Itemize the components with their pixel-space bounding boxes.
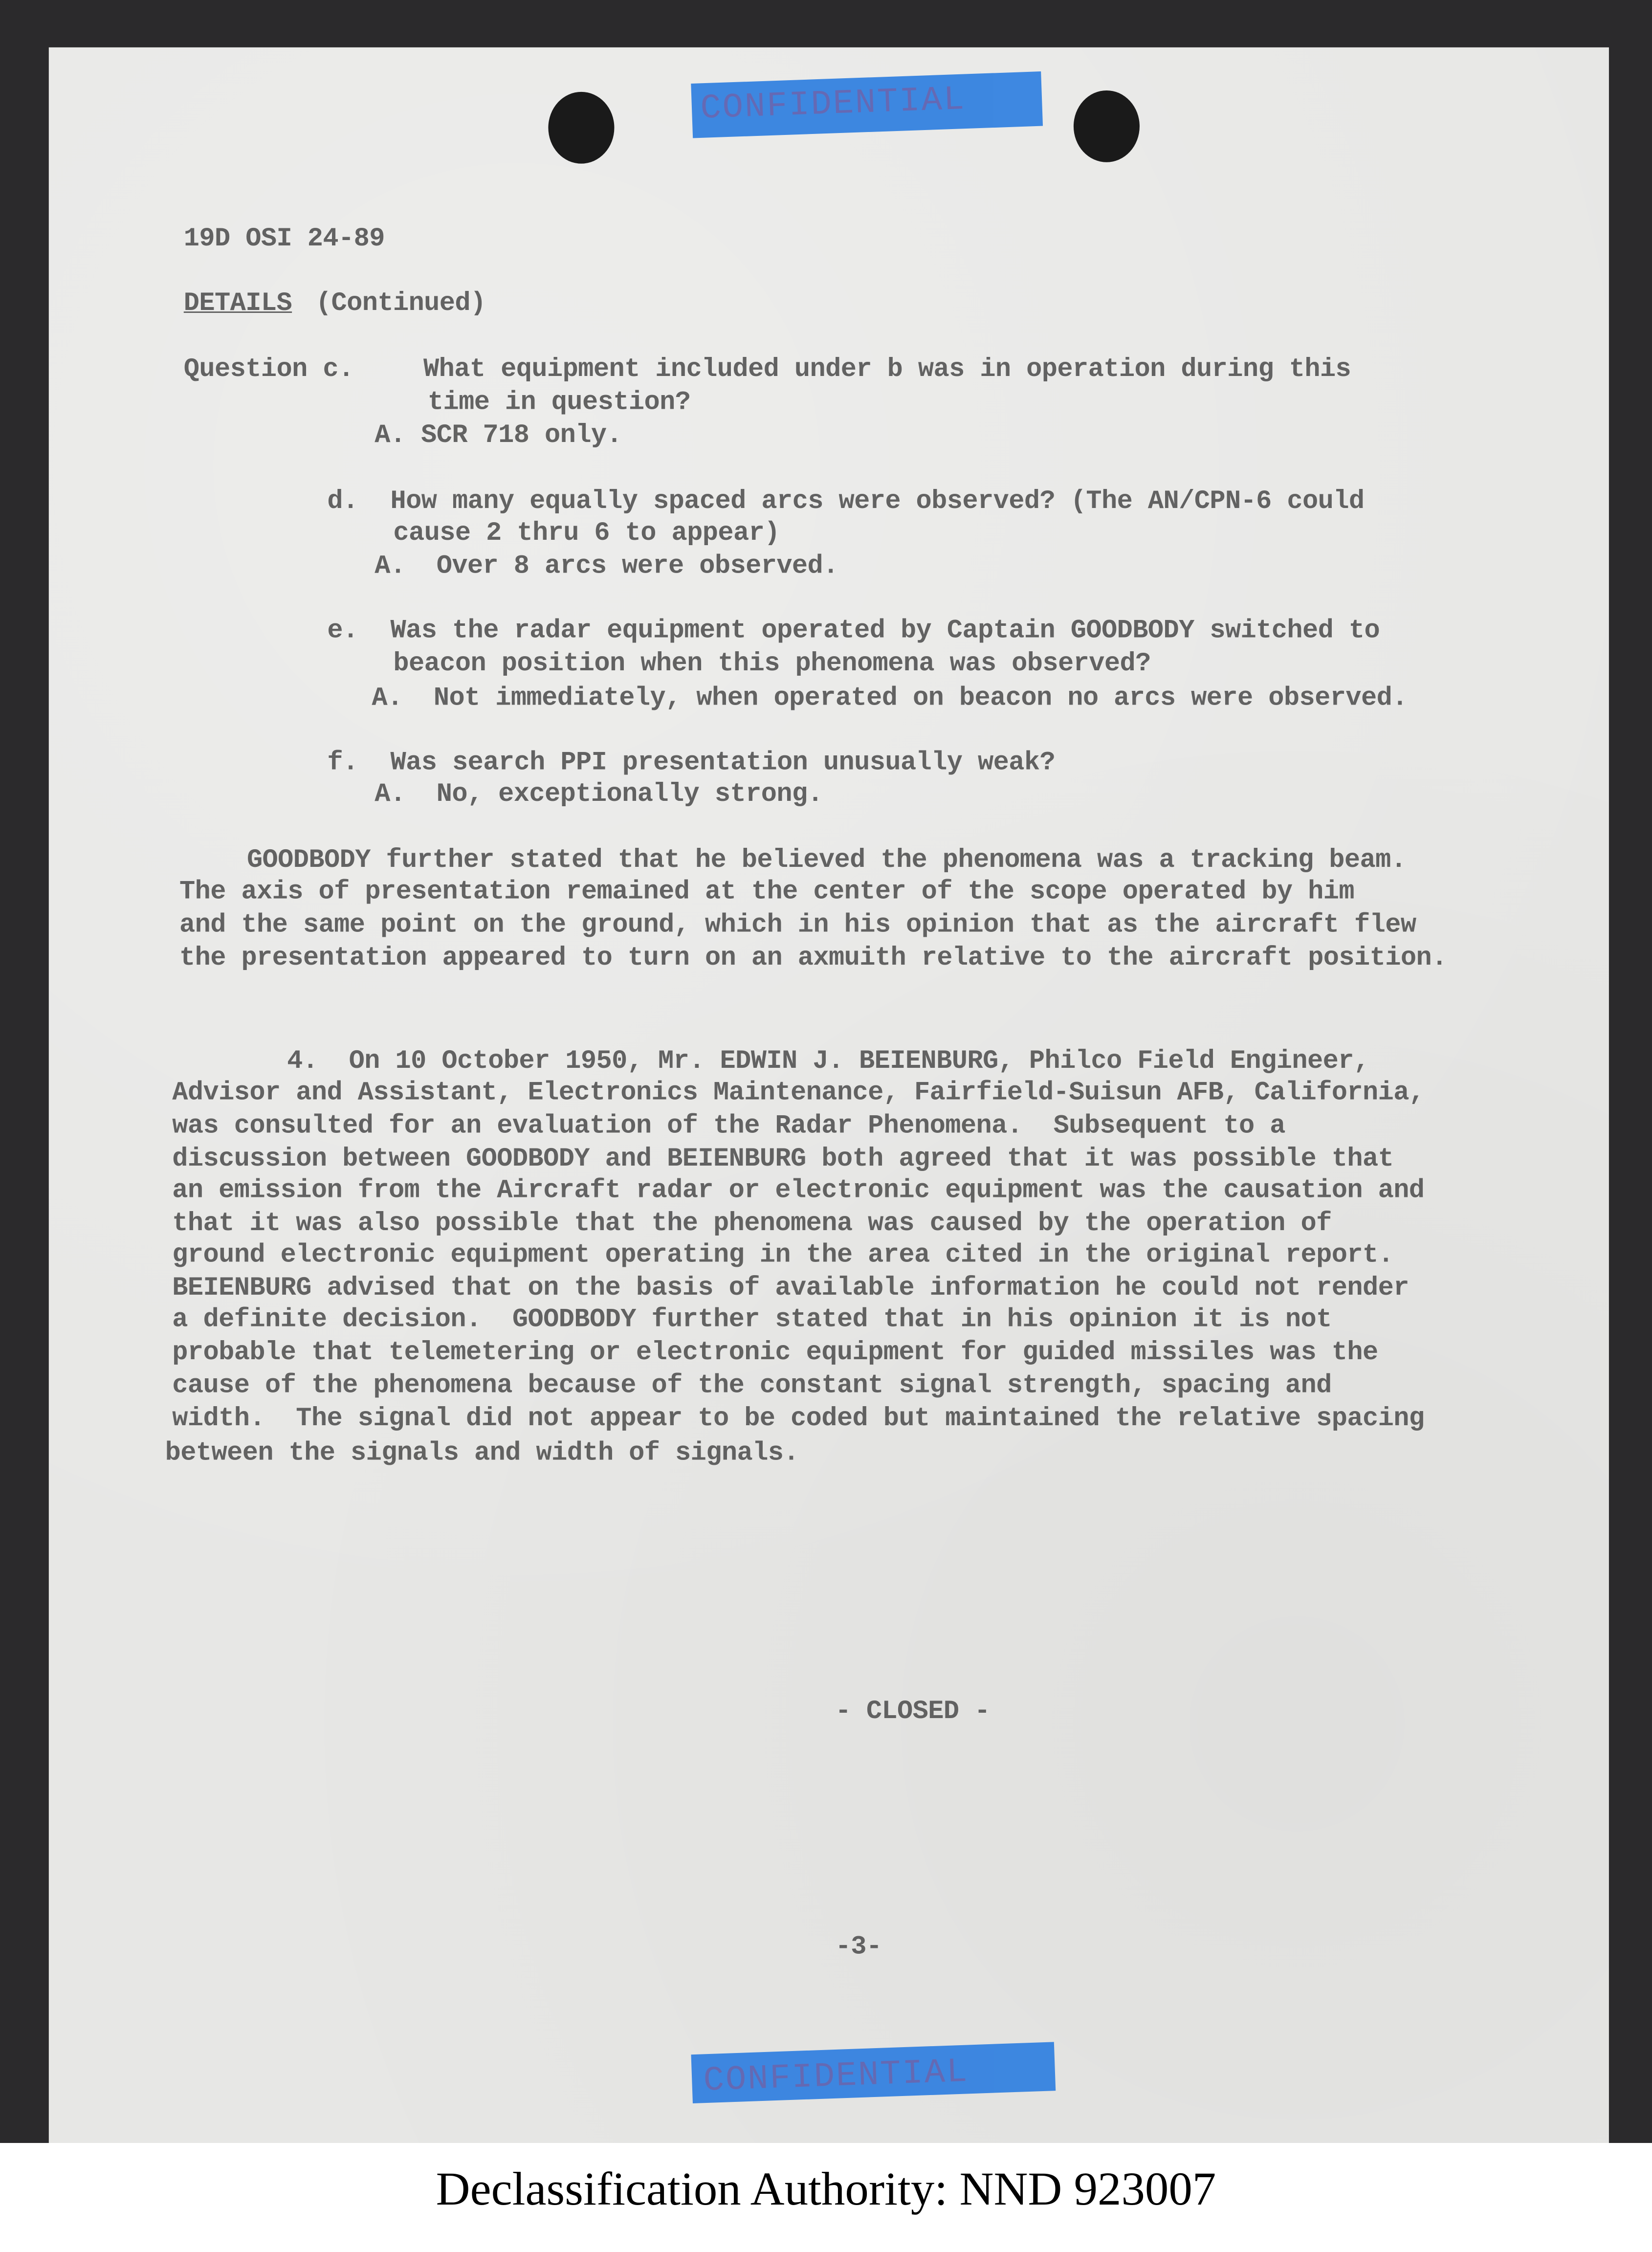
paragraph-4-line: discussion between GOODBODY and BEIENBURG both agreed that it was possible that — [172, 1145, 1394, 1174]
paragraph-4-line: Advisor and Assistant, Electronics Maintenance, Fairfield-Suisun AFB, California, — [172, 1079, 1425, 1108]
punch-hole-right — [1074, 90, 1140, 162]
section-heading: DETAILS — [183, 290, 292, 319]
paragraph-4-line: ground electronic equipment operating in the area cited in the original report. — [172, 1241, 1394, 1271]
question-f-label: f. — [327, 749, 358, 778]
question-e-label: e. — [327, 617, 358, 646]
paragraph-4-line: cause of the phenomena because of the constant signal strength, spacing and — [172, 1372, 1332, 1401]
paragraph-4-line: 4. On 10 October 1950, Mr. EDWIN J. BEIENBURG, Philco Field Engineer, — [287, 1048, 1369, 1077]
paragraph-4-line: an emission from the Aircraft radar or electronic equipment was the causation and — [172, 1177, 1425, 1206]
file-reference: 19D OSI 24-89 — [183, 225, 385, 254]
paragraph-4-line: that it was also possible that the phenomena was caused by the operation of — [172, 1210, 1332, 1239]
closed-marker: - CLOSED - — [835, 1698, 990, 1727]
question-e-answer: A. Not immediately, when operated on beacon no arcs were observed. — [372, 684, 1408, 714]
page-number: -3- — [835, 1933, 882, 1963]
paragraph-4-line: BEIENBURG advised that on the basis of available information he could not render — [172, 1274, 1409, 1303]
paragraph-4-line: probable that telemetering or electronic equipment for guided missiles was the — [172, 1339, 1378, 1368]
section-heading-suffix: (Continued) — [315, 290, 486, 319]
paragraph-4-line: width. The signal did not appear to be coded but maintained the relative spacing — [172, 1405, 1425, 1434]
question-c-label: Question c. — [183, 356, 354, 385]
question-c-line: time in question? — [427, 389, 691, 418]
question-d-answer: A. Over 8 arcs were observed. — [374, 552, 838, 581]
question-d-line: cause 2 thru 6 to appear) — [393, 519, 780, 549]
paragraph-4-line: a definite decision. GOODBODY further stated that in his opinion it is not — [172, 1306, 1332, 1335]
declassification-footer: Declassification Authority: NND 923007 — [0, 2143, 1652, 2252]
question-d-line: How many equally spaced arcs were observed? (The AN/CPN-6 could — [390, 488, 1365, 517]
paragraph-4-line: between the signals and width of signals. — [165, 1439, 799, 1469]
question-c-answer: A. SCR 718 only. — [374, 422, 622, 451]
goodbody-paragraph-line: The axis of presentation remained at the center of the scope operated by him — [179, 878, 1355, 907]
question-f-line: Was search PPI presentation unusually weak? — [390, 749, 1056, 778]
goodbody-paragraph-line: the presentation appeared to turn on an axmuith relative to the aircraft position. — [179, 944, 1447, 973]
paragraph-4-line: was consulted for an evaluation of the Radar Phenomena. Subsequent to a — [172, 1112, 1285, 1141]
punch-hole-left — [548, 92, 614, 164]
confidential-stamp-bottom: CONFIDENTIAL — [691, 2042, 1056, 2103]
question-f-answer: A. No, exceptionally strong. — [374, 781, 823, 810]
question-d-label: d. — [327, 488, 358, 517]
goodbody-paragraph-line: GOODBODY further stated that he believed the phenomena was a tracking beam. — [246, 847, 1407, 876]
question-e-line: beacon position when this phenomena was observed? — [393, 650, 1151, 679]
confidential-stamp-top: CONFIDENTIAL — [691, 71, 1043, 138]
goodbody-paragraph-line: and the same point on the ground, which in his opinion that as the aircraft flew — [179, 911, 1416, 940]
question-c-line: What equipment included under b was in operation during this — [423, 356, 1351, 385]
question-e-line: Was the radar equipment operated by Captain GOODBODY switched to — [390, 617, 1380, 646]
